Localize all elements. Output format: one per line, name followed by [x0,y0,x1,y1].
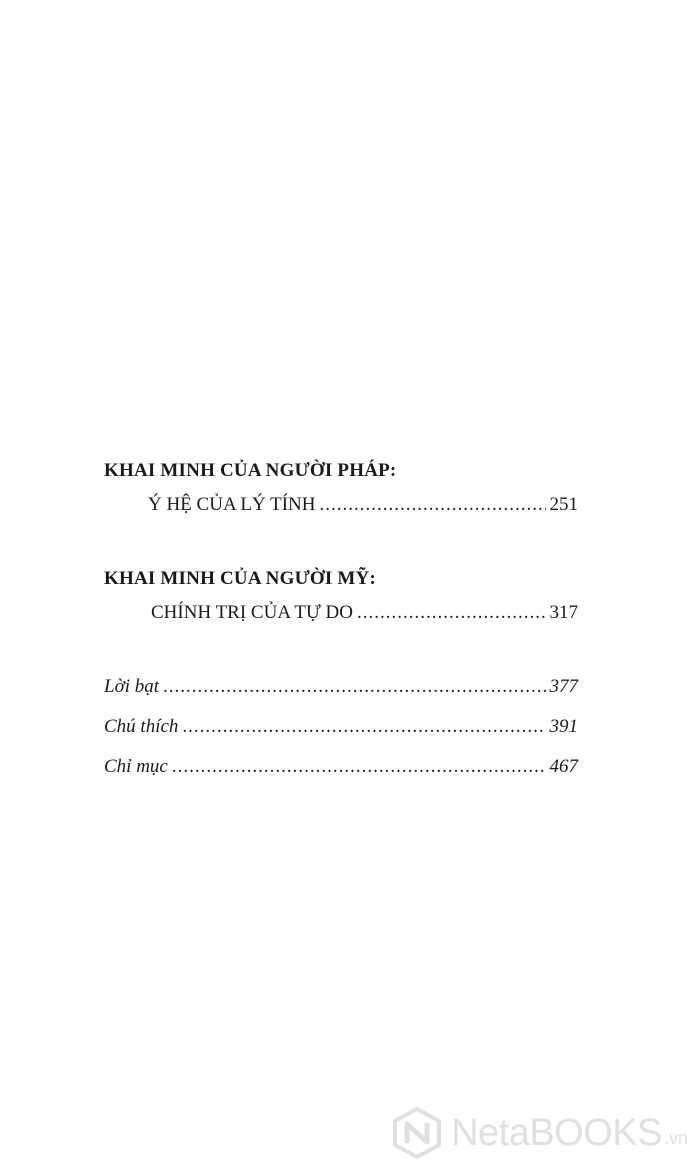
table-of-contents [104,458,578,794]
netabooks-n-logo-icon [391,1107,443,1159]
toc-entry-title: Chú thích [104,716,179,737]
toc-entry-page: 251 [549,494,578,515]
toc-entry-page: 467 [549,756,578,777]
toc-section-american-enlightenment [104,566,578,626]
toc-entry-title: Lời bạt [104,676,160,697]
toc-entry-title: Ý HỆ CỦA LÝ TÍNH [148,494,316,515]
toc-section-french-enlightenment [104,458,578,518]
toc-entry-title: CHÍNH TRỊ CỦA TỰ DO [151,602,353,623]
toc-entry[interactable] [104,492,578,518]
dot-leader [319,492,545,518]
toc-entry-page: 391 [549,716,578,737]
section-heading: KHAI MINH CỦA NGƯỜI PHÁP: [104,460,397,481]
dot-leader [357,600,546,626]
toc-entry-notes[interactable] [104,714,578,740]
toc-entry-page: 317 [549,602,578,623]
toc-entry-afterword[interactable] [104,674,578,700]
watermark-brand: NetaBOOKS [451,1111,662,1154]
watermark-suffix: .vn [663,1128,688,1148]
watermark [391,1107,688,1159]
section-heading: KHAI MINH CỦA NGƯỜI MỸ: [104,568,376,589]
dot-leader [163,674,545,700]
dot-leader [182,714,545,740]
toc-entry-index[interactable] [104,754,578,780]
toc-entry-title: Chỉ mục [104,756,168,777]
toc-entry-page: 377 [549,676,578,697]
back-matter-list [104,674,578,780]
toc-entry[interactable] [104,600,578,626]
dot-leader [172,754,546,780]
